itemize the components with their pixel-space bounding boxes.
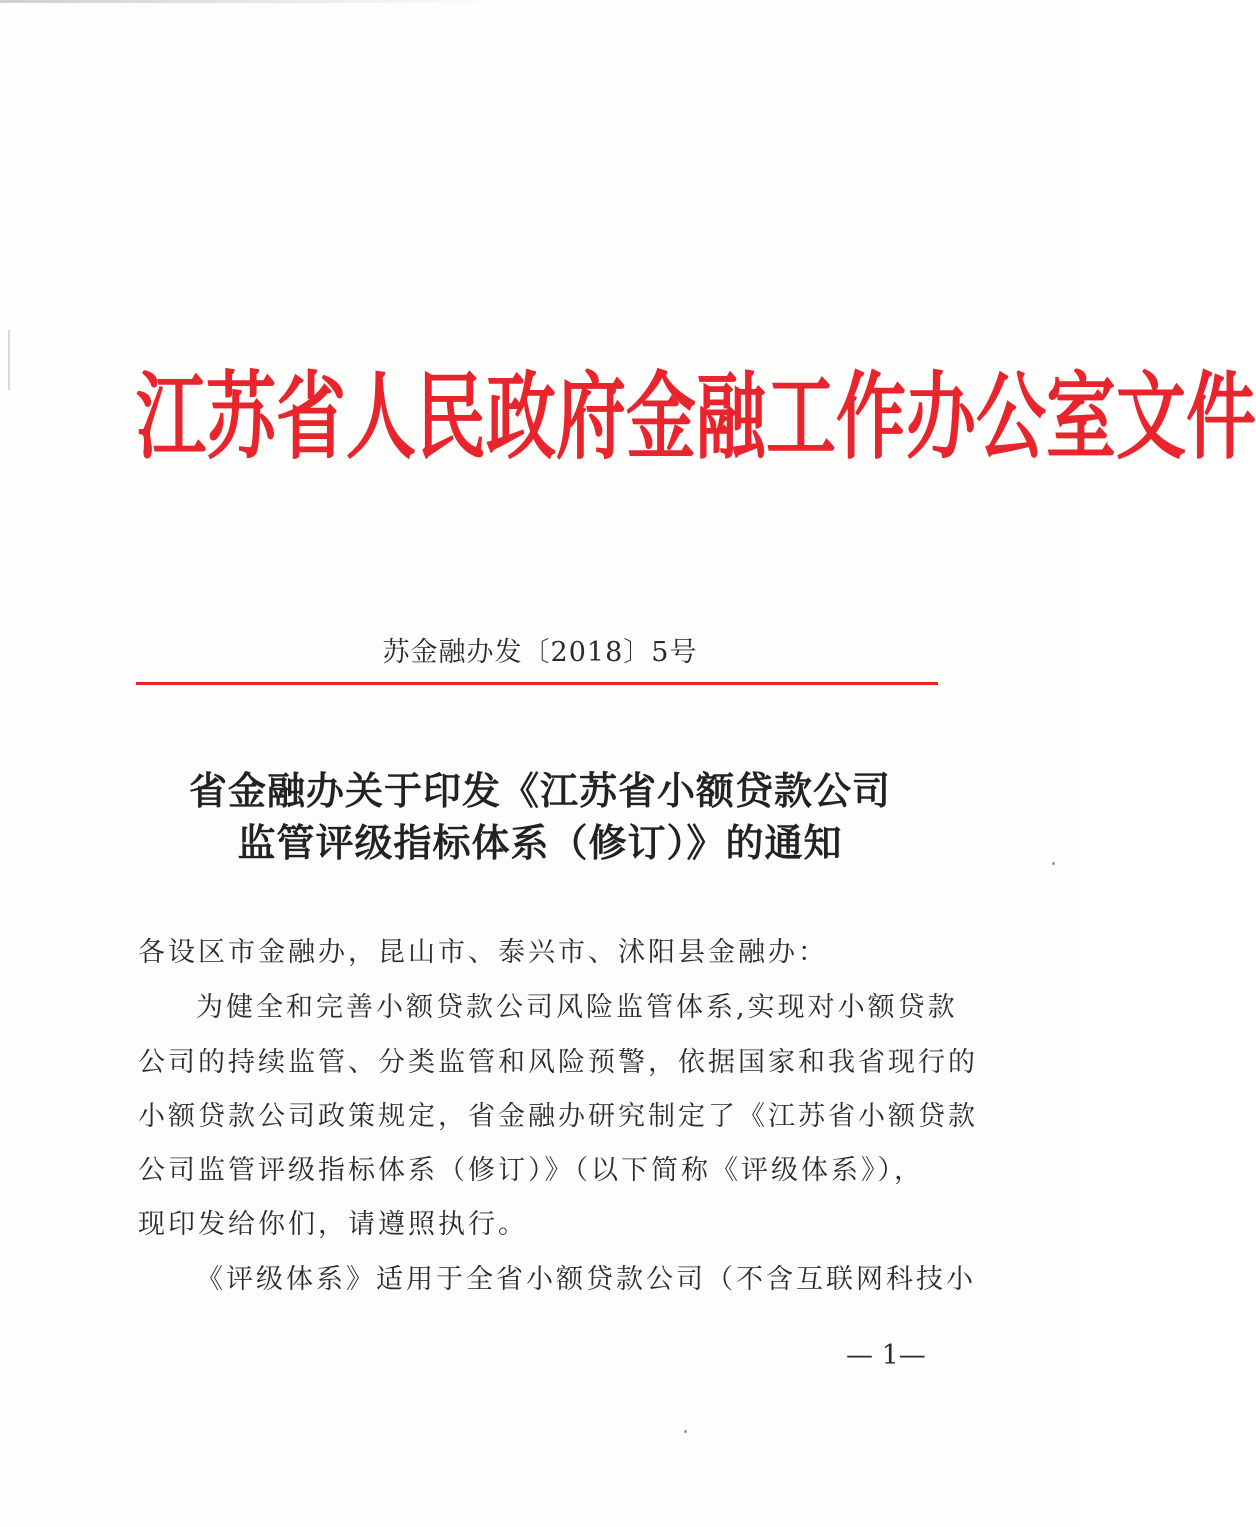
masthead-char: 公	[976, 360, 1046, 473]
masthead-char: 人	[346, 360, 416, 473]
notice-title-line-2: 监管评级指标体系（修订）》的通知	[237, 820, 843, 865]
masthead-char: 金	[626, 360, 696, 473]
red-divider-line	[136, 682, 938, 685]
paragraph-1-line-5: 现印发给你们，请遵照执行。	[138, 1209, 528, 1240]
scan-edge-top	[0, 0, 500, 3]
paragraph-1-line-3: 小额贷款公司政策规定，省金融办研究制定了《江苏省小额贷款	[138, 1101, 978, 1132]
paragraph-2-line-1: 《评级体系》适用于全省小额贷款公司（不含互联网科技小	[196, 1264, 976, 1295]
salutation: 各设区市金融办，昆山市、泰兴市、沭阳县金融办：	[138, 937, 828, 968]
masthead-char: 融	[696, 360, 766, 473]
notice-title-line-1: 省金融办关于印发《江苏省小额贷款公司	[188, 768, 891, 813]
paragraph-1-line-4: 公司监管评级指标体系（修订）》（以下简称《评级体系》），	[138, 1155, 924, 1186]
masthead-char: 室	[1046, 360, 1116, 473]
scan-speck	[684, 1430, 687, 1433]
scan-edge-left	[8, 330, 10, 390]
masthead-char: 件	[1186, 360, 1256, 473]
page-number: — 1—	[846, 1340, 926, 1371]
paragraph-1-line-2: 公司的持续监管、分类监管和风险预警，依据国家和我省现行的	[138, 1047, 978, 1078]
paragraph-1-line-1: 为健全和完善小额贷款公司风险监管体系,实现对小额贷款	[196, 992, 958, 1023]
document-number: 苏金融办发〔2018〕5号	[382, 637, 698, 668]
masthead-char: 苏	[206, 360, 276, 473]
masthead-char: 省	[276, 360, 346, 473]
masthead-char: 府	[556, 360, 626, 473]
masthead-char: 文	[1116, 360, 1186, 473]
scan-speck	[1052, 862, 1055, 865]
masthead-char: 工	[766, 360, 836, 473]
masthead-char: 政	[486, 360, 556, 473]
masthead-char: 办	[906, 360, 976, 473]
masthead-char: 江	[136, 360, 206, 473]
masthead-char: 作	[836, 360, 906, 473]
masthead-char: 民	[416, 360, 486, 473]
masthead-title	[136, 360, 1256, 473]
